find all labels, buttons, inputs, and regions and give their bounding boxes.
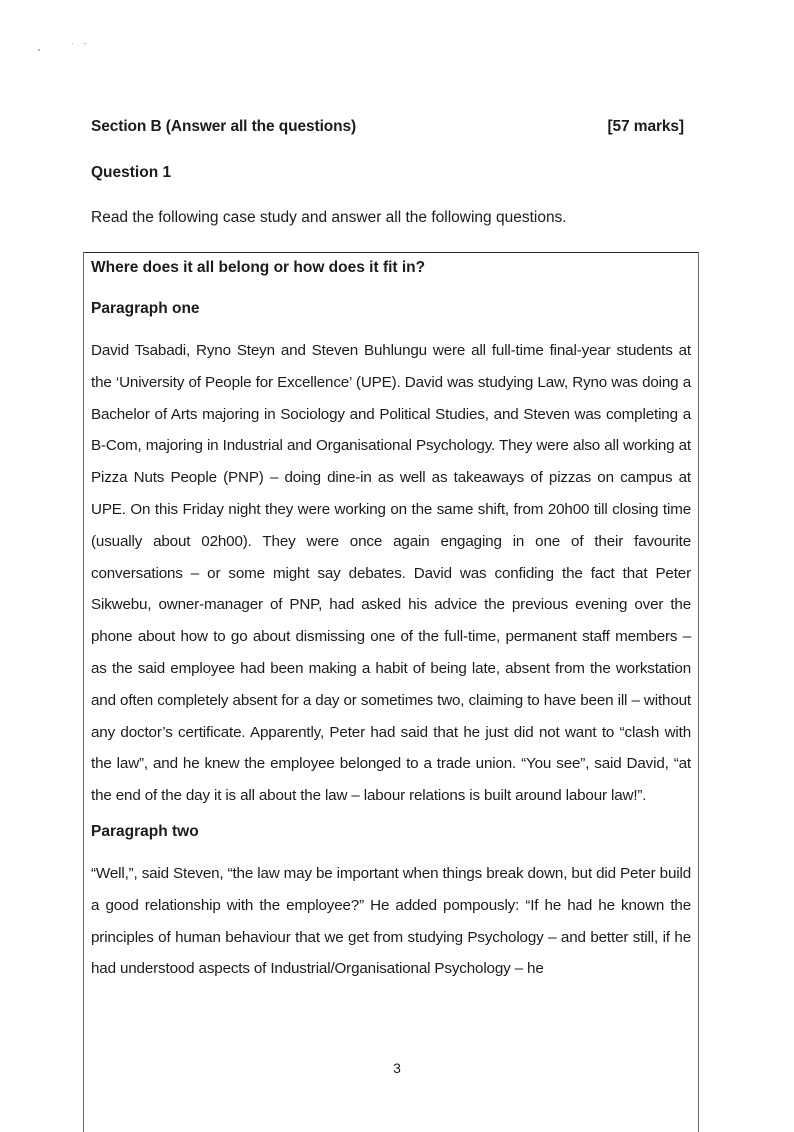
paragraph-two-heading: Paragraph two (91, 822, 199, 840)
scan-speck (38, 49, 40, 51)
paragraph-two-text: “Well,”, said Steven, “the law may be important when things break down, but did Peter build a good relationship with the employee?” He added pompously: “If he had he known the principles of human behaviour that we get from studying Psychology – and better still, if he had understood aspects of Industrial/Organisational Psychology – he (91, 864, 691, 978)
question-title: Question 1 (91, 164, 172, 181)
section-title: Section B (Answer all the questions) (91, 118, 357, 135)
section-marks: [57 marks] (607, 118, 684, 135)
section-header (91, 118, 684, 136)
case-study-box (83, 252, 699, 1132)
page-number: 3 (393, 1060, 401, 1076)
scan-speck (72, 43, 73, 44)
scan-speck (84, 43, 86, 44)
paragraph-one-text: David Tsabadi, Ryno Steyn and Steven Buhlungu were all full-time final-year students at the ‘University of People for Excellence’ (UPE). David was studying Law, Ryno was doing a Bachelor of Arts majoring in Sociology and Political Studies, and Steven was completing a B-Com, majoring in Industrial and Organisational Psychology. They were also all working at Pizza Nuts People (PNP) – doing dine-in as well as takeaways of pizzas on campus at UPE. On this Friday night they were working on the same shift, from 20h00 till closing time (usually about 02h00). They were once again engaging in one of their favourite conversations – or some might say debates. David was confiding the fact that Peter Sikwebu, owner-manager of PNP, had asked his advice the previous evening over the phone about how to go about dismissing one of the full-time, permanent staff members – as the said employee had been making a habit of being late, absent from the workstation and often completely absent for a day or sometimes two, claiming to have been ill – without any doctor’s certificate. Apparently, Peter had said that he just did not want to “clash with the law”, and he knew the employee belonged to a trade union. “You see”, said David, “at the end of the day it is all about the law – labour relations is built around labour law!”. (91, 342, 691, 805)
question-instruction: Read the following case study and answer all the following questions. (91, 209, 567, 226)
case-study-title: Where does it all belong or how does it fit in? (91, 259, 426, 276)
paragraph-one-heading: Paragraph one (91, 300, 200, 317)
